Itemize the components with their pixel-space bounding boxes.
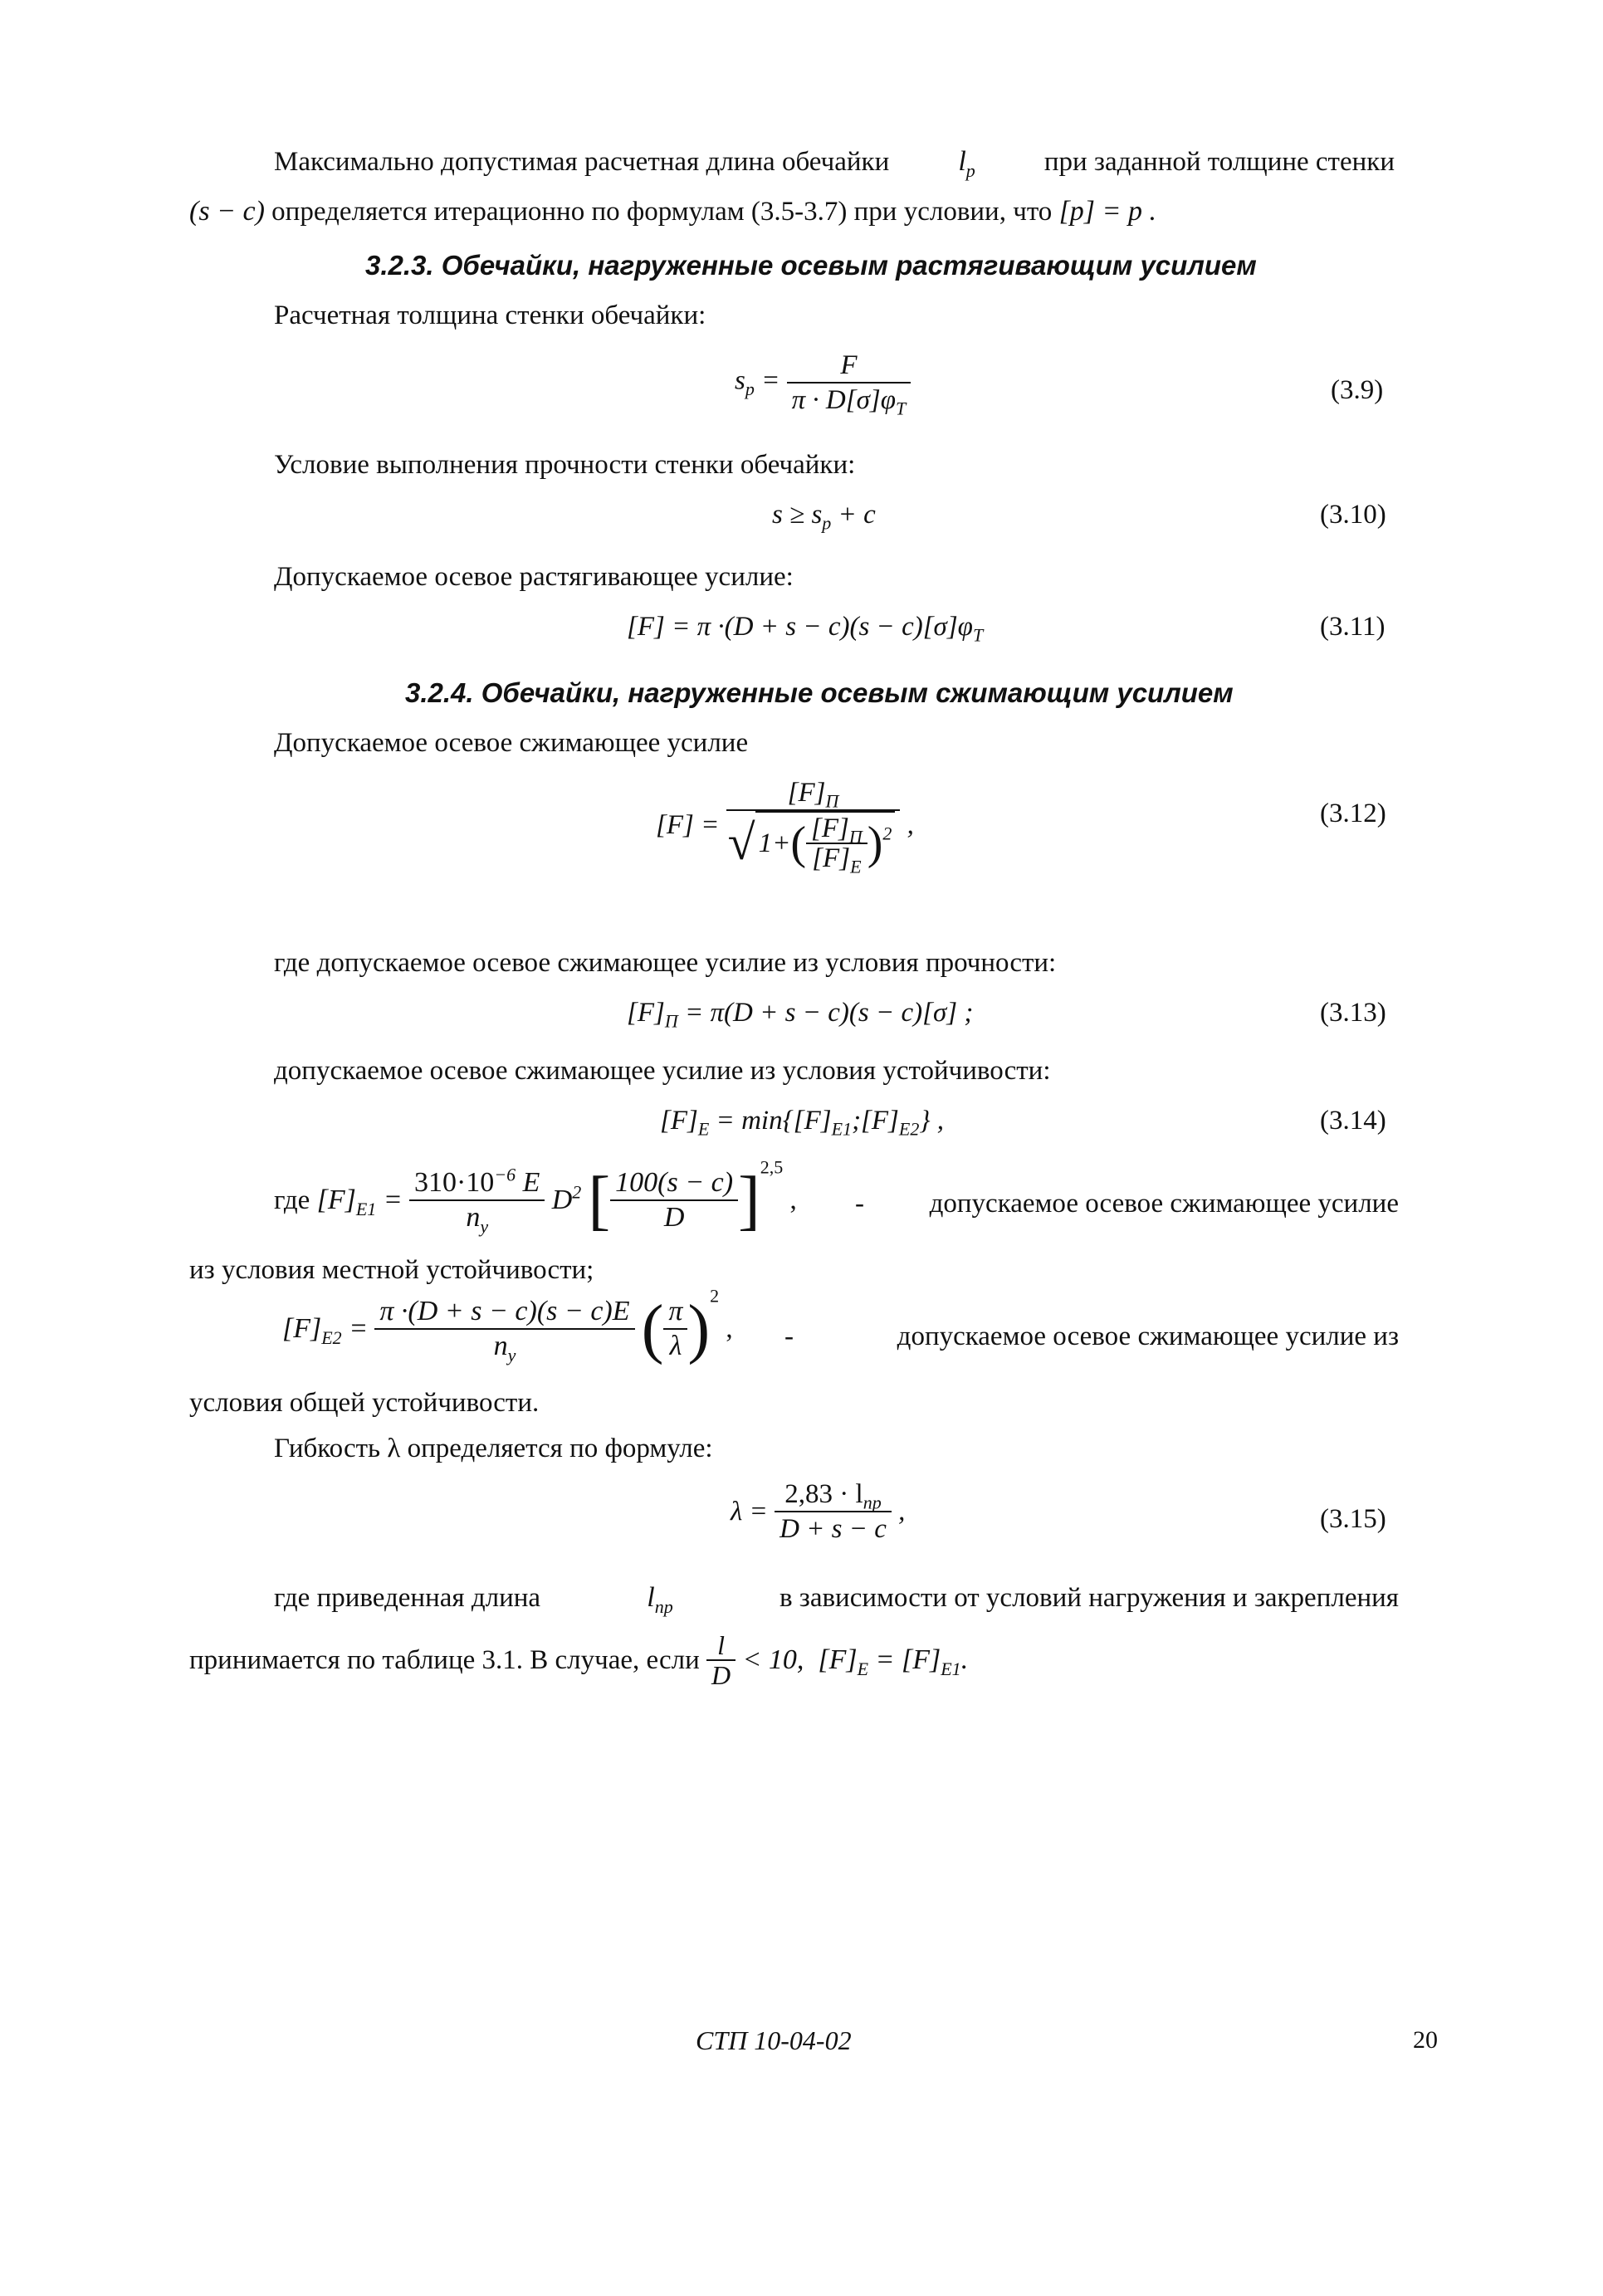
flexibility-label: Гибкость λ определяется по формуле: (274, 1434, 713, 1463)
strength-label: Условие выполнения прочности стенки обечайки: (274, 450, 856, 480)
section-heading-323: 3.2.3. Обечайки, нагруженные осевым растягивающим усилием (365, 250, 1257, 281)
equation-number-3-11: (3.11) (1320, 612, 1386, 642)
equation-3-10: $s \ge s_p + c$ (772, 500, 876, 534)
final-line-2: принимается по таблице 3.1. В случае, если $\frac{l}{D}$ < 10, $[F]_E = [F]_{E1}$. (189, 1630, 969, 1690)
local-stability-description-2: из условия местной устойчивости; (189, 1255, 594, 1285)
page-number: 20 (1413, 2026, 1438, 2054)
thickness-label: Расчетная толщина стенки обечайки: (274, 300, 706, 330)
equation-number-3-14: (3.14) (1320, 1106, 1386, 1136)
where-strength-text: где допускаемое осевое сжимающее усилие из условия прочности: (274, 948, 1057, 978)
general-stability-description: - допускаемое осевое сжимающее усилие из (784, 1321, 1399, 1351)
equation-number-3-15: (3.15) (1320, 1504, 1386, 1534)
equation-number-3-9: (3.9) (1331, 375, 1384, 405)
equation-3-9: $s_p$ = $\frac{F}{\pi \cdot D[\sigma]\varphi_T}$ (735, 349, 911, 417)
intro-line-1: Максимально допустимая расчетная длина обечайки $l_p$ при заданной толщине стенки (274, 146, 1395, 181)
equation-number-3-10: (3.10) (1320, 500, 1386, 530)
general-stability-description-2: условия общей устойчивости. (189, 1388, 540, 1418)
equation-3-11: $[F] = \pi \cdot(D + s - c)(s - c)[\sigma]\varphi_T$ (627, 612, 984, 646)
local-stability-description: - допускаемое осевое сжимающее усилие (855, 1189, 1399, 1219)
section-heading-324: 3.2.4. Обечайки, нагруженные осевым сжимающим усилием (405, 677, 1234, 708)
equation-number-3-13: (3.13) (1320, 998, 1386, 1028)
footer-document-code: СТП 10-04-02 (696, 2025, 852, 2055)
intro-line-2: (s − c) определяется итерационно по формулам (3.5-3.7) при условии, что [p] = p . (189, 196, 1156, 227)
stability-label: допускаемое осевое сжимающее усилие из условия устойчивости: (274, 1056, 1051, 1086)
general-stability-formula: $[F]_{E2}$ = $\frac{\pi \cdot(D + s - c)(s - c)E}{n_y}$ ( $\frac{\pi}{\lambda}$ )$^2$ , (282, 1285, 733, 1365)
allowed-tensile-label: Допускаемое осевое растягивающее усилие: (274, 562, 794, 592)
final-line-1: где приведенная длина $l_{пр}$ в зависимости от условий нагружения и закрепления (274, 1582, 1399, 1617)
equation-3-14: $[F]_E$ = $\min\{[F]_{E1};[F]_{E2}\}$ , (660, 1106, 945, 1140)
equation-3-12: [F] = $[F]_П$ √ 1+( $\frac{[F]_П}{[F]_E}$ )$^2$ , (656, 778, 914, 877)
equation-number-3-12: (3.12) (1320, 799, 1386, 828)
allowed-compressive-label: Допускаемое осевое сжимающее усилие (274, 728, 749, 758)
equation-3-13: $[F]_П = \pi(D + s - c)(s - c)[\sigma]$ ; (627, 998, 974, 1032)
equation-3-15: λ = $\frac{2,83 \cdot l_{пр}}{D + s - c}$ , (731, 1479, 906, 1544)
local-stability-formula: где $[F]_{E1}$ = $\frac{310\cdot 10^{-6} E}{n_y}$ $D^2$ [ $\frac{100(s - c)}{D}$ ]$^{2,5}$ , (274, 1156, 797, 1237)
